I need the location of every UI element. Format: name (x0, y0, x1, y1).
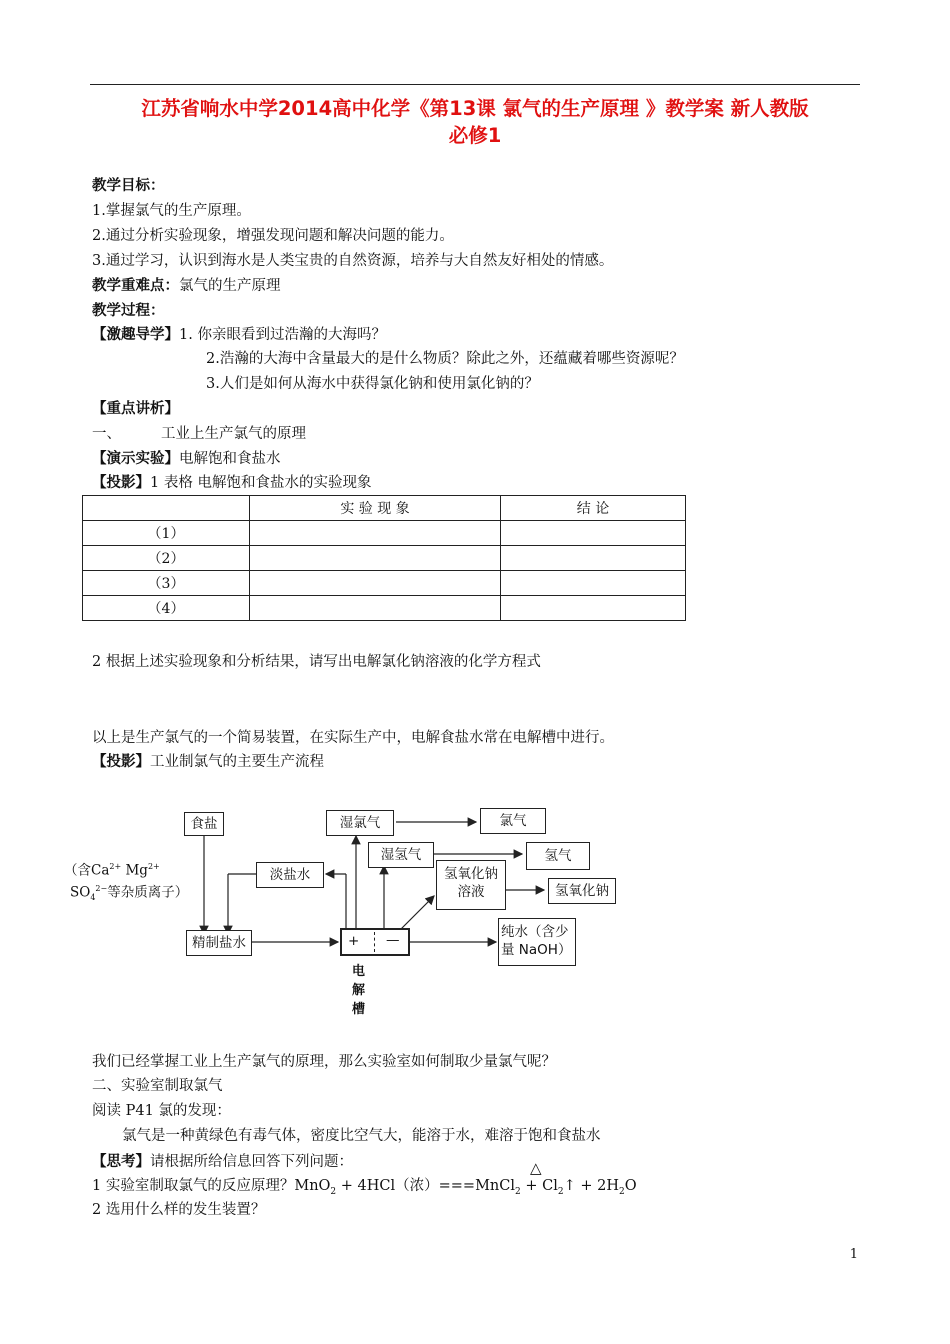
refined-brine-box: 精制盐水 (186, 930, 252, 956)
intro-line (92, 325, 386, 345)
cell-label: 电解槽 (352, 964, 366, 1017)
so4-text: SO (70, 884, 91, 900)
intro-q3: 3.人们是如何从海水中获得氯化钠和使用氯化钠的？ (206, 376, 539, 392)
chlorine-properties: 氯气是一种黄绿色有毒气体，密度比空气大，能溶于水，难溶于饱和食盐水 (122, 1128, 601, 1144)
naoh-solution-box (436, 860, 506, 910)
light-brine-box: 淡盐水 (256, 862, 324, 888)
demo-label: 【演示实验】 (92, 450, 179, 467)
table-row (83, 596, 686, 621)
projection-1-label: 【投影】 (92, 474, 150, 491)
projection-2 (92, 752, 324, 772)
title-line-1: 江苏省响水中学2014高中化学《第13课 氯气的生产原理 》教学案 新人教版 (141, 97, 809, 120)
think-line (92, 1152, 353, 1172)
impurity-line-2 (64, 880, 188, 907)
header-rule (90, 84, 860, 85)
page-number: 1 (849, 1247, 858, 1262)
table-cell[interactable] (501, 596, 686, 621)
observation-table (82, 495, 686, 621)
row-label: （3） (83, 571, 250, 596)
cell-minus: — (386, 932, 400, 948)
mncl2: MnCl (475, 1178, 515, 1194)
gas-arrow-h2: ↑ + 2H (563, 1178, 619, 1194)
wet-chlorine-box: 湿氯气 (326, 810, 394, 836)
cl2: + Cl (520, 1178, 558, 1194)
section-1-title: 工业上生产氯气的原理 (161, 426, 306, 442)
electrolytic-cell-box (340, 928, 410, 956)
table-cell[interactable] (250, 521, 501, 546)
mncl2-sub: 2 (515, 1186, 521, 1197)
demo-text: 电解饱和食盐水 (179, 451, 281, 467)
mg-charge: 2+ (147, 862, 160, 871)
mg-text: Mg (121, 862, 148, 879)
key-points (92, 276, 281, 296)
pure-water-line-2: 量 NaOH） (501, 942, 572, 958)
row-label: （2） (83, 546, 250, 571)
table-header-cell (83, 496, 250, 521)
lab-question: 我们已经掌握工业上生产氯气的原理，那么实验室如何制取少量氯气呢？ (92, 1054, 556, 1070)
table-cell[interactable] (501, 521, 686, 546)
section-1-num: 一、 (92, 426, 121, 442)
think-label: 【思考】 (92, 1153, 150, 1170)
simple-device-note: 以上是生产氯气的一个简易装置，在实际生产中，电解食盐水常在电解槽中进行。 (92, 730, 614, 746)
projection-2-text: 工业制氯气的主要生产流程 (150, 754, 324, 770)
cell-plus: + (348, 933, 360, 949)
wet-hydrogen-box: 湿氢气 (368, 842, 434, 868)
impurity-note (64, 858, 188, 907)
document-title (82, 95, 868, 149)
key-label: 教学重难点： (92, 277, 179, 294)
naoh-box: 氢氧化钠 (548, 878, 616, 904)
table-header-cell: 结 论 (501, 496, 686, 521)
goal-3: 3.通过学习，认识到海水是人类宝贵的自然资源，培养与大自然友好相处的情感。 (92, 253, 614, 269)
intro-q1: 1. 你亲眼看到过浩瀚的大海吗？ (179, 327, 386, 343)
table-row (83, 546, 686, 571)
read-instruction: 阅读 P41 氯的发现： (92, 1103, 231, 1119)
table-cell[interactable] (250, 546, 501, 571)
table-cell[interactable] (250, 571, 501, 596)
demo-line (92, 449, 281, 469)
table-row (83, 571, 686, 596)
equation-question: 1 实验室制取氯气的反应原理？ (92, 1178, 295, 1194)
title-line-2: 必修1 (448, 124, 502, 147)
chlorine-box: 氯气 (480, 808, 546, 834)
naoh-solution-line-2: 溶液 (457, 884, 485, 900)
focus-heading: 【重点讲析】 (92, 400, 179, 417)
intro-q2: 2.浩瀚的大海中含量最大的是什么物质？除此之外，还蕴藏着哪些资源呢？ (206, 351, 684, 367)
projection-2-label: 【投影】 (92, 753, 150, 770)
table-cell[interactable] (250, 596, 501, 621)
key-text: 氯气的生产原理 (179, 278, 281, 294)
goals-heading: 教学目标： (92, 177, 165, 194)
oxygen: O (624, 1178, 637, 1194)
cl2-sub: 2 (557, 1186, 564, 1197)
goal-2: 2.通过分析实验现象，增强发现问题和解决问题的能力。 (92, 228, 454, 244)
pure-water-line-1: 纯水（含少 (501, 924, 569, 940)
h2o-sub: 2 (618, 1186, 625, 1197)
think-text: 请根据所给信息回答下列问题： (150, 1154, 353, 1170)
table-header-cell: 实 验 现 象 (250, 496, 501, 521)
cell-divider (374, 932, 375, 952)
so4-charge: 2− (95, 883, 108, 893)
mno2: MnO (294, 1178, 331, 1194)
goal-1: 1.掌握氯气的生产原理。 (92, 203, 251, 219)
table-cell[interactable] (501, 571, 686, 596)
projection-1-text: 1 表格 电解饱和食盐水的实验现象 (150, 475, 372, 491)
table-row (83, 521, 686, 546)
row-label: （1） (83, 521, 250, 546)
so4-sub: 4 (90, 892, 96, 902)
salt-box: 食盐 (184, 812, 224, 836)
hcl-part: + 4HCl（浓）=== (336, 1178, 476, 1194)
section-1 (92, 424, 306, 444)
ca-charge: 2+ (109, 862, 122, 871)
device-question: 2 选用什么样的发生装置？ (92, 1202, 266, 1218)
intro-label: 【激趣导学】 (92, 326, 179, 343)
table-header-row (83, 496, 686, 521)
projection-1 (92, 473, 371, 493)
mno2-sub: 2 (330, 1186, 337, 1197)
process-heading: 教学过程： (92, 302, 165, 319)
equation-line (92, 1176, 637, 1202)
impurity-rest: 等杂质离子） (107, 884, 189, 900)
pure-water-box (498, 918, 576, 966)
naoh-solution-line-1: 氢氧化钠 (444, 866, 498, 882)
row-label: （4） (83, 596, 250, 621)
heat-symbol: △ (530, 1159, 542, 1177)
question-2: 2 根据上述实验现象和分析结果，请写出电解氯化钠溶液的化学方程式 (92, 654, 541, 670)
ca-text: （含Ca (64, 862, 110, 879)
impurity-line-1 (64, 858, 188, 880)
section-2: 二、实验室制取氯气 (92, 1078, 223, 1094)
table-cell[interactable] (501, 546, 686, 571)
hydrogen-box: 氢气 (526, 842, 590, 870)
